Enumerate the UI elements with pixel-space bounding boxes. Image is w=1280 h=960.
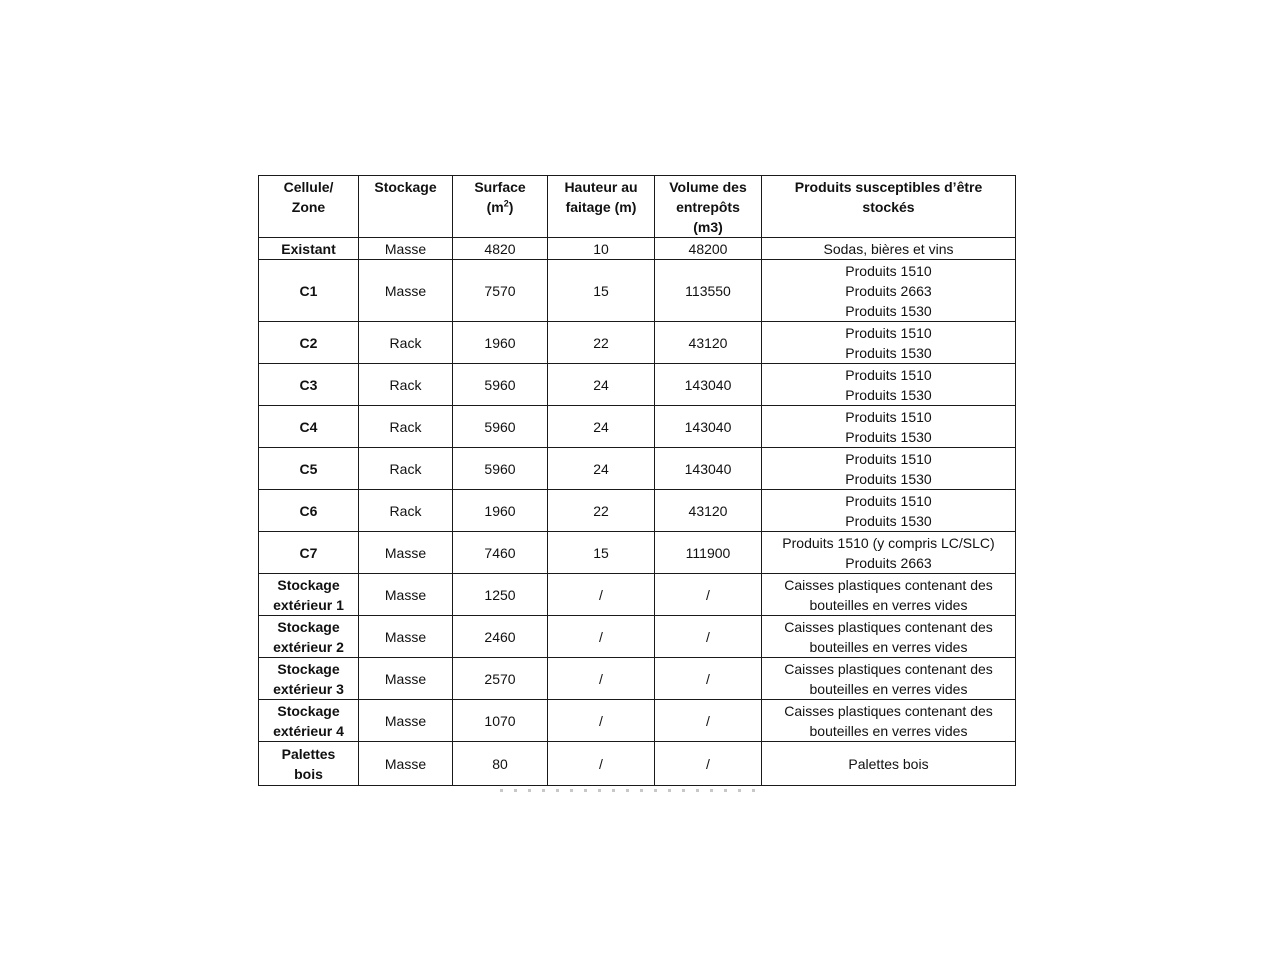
produits-line: Produits 1530	[845, 470, 932, 487]
cell-produits	[762, 448, 1016, 490]
produits-line: Caisses plastiques contenant des	[784, 618, 993, 635]
cell-volume	[655, 322, 762, 364]
volume-value: 113550	[685, 282, 731, 299]
header-volume-line: (m3)	[693, 219, 723, 235]
cell-stockage	[359, 322, 453, 364]
cell-stockage	[359, 260, 453, 322]
cell-surface	[453, 364, 548, 406]
table-row	[259, 700, 1016, 742]
cell-surface	[453, 322, 548, 364]
hauteur-value: 24	[593, 418, 609, 435]
hauteur-value: 22	[593, 502, 609, 519]
header-surface-unit-sup: 2	[503, 198, 509, 209]
volume-value: 43120	[688, 502, 728, 519]
cellule-line: extérieur 1	[273, 596, 344, 613]
cell-hauteur	[548, 700, 655, 742]
table-row	[259, 448, 1016, 490]
produits-line: Sodas, bières et vins	[823, 240, 954, 257]
volume-value: 143040	[684, 418, 732, 435]
cellule-line: C7	[299, 544, 318, 561]
cell-volume	[655, 406, 762, 448]
hauteur-value: /	[599, 712, 603, 729]
produits-line: Caisses plastiques contenant des	[784, 576, 993, 593]
produits-line: bouteilles en verres vides	[809, 722, 968, 739]
volume-value: /	[706, 712, 710, 729]
stockage-value: Masse	[384, 240, 427, 257]
cell-stockage	[359, 574, 453, 616]
header-surface-unit	[456, 197, 544, 217]
cell-produits	[762, 364, 1016, 406]
produits-line: Caisses plastiques contenant des	[784, 702, 993, 719]
hauteur-value: 15	[593, 544, 609, 561]
volume-value: 143040	[684, 460, 732, 477]
hauteur-value: /	[599, 670, 603, 687]
produits-line: Produits 1530	[845, 344, 932, 361]
header-produits-line: stockés	[862, 199, 915, 215]
stockage-value: Rack	[389, 376, 422, 393]
cell-surface	[453, 532, 548, 574]
header-surface-unit-close: )	[508, 199, 514, 215]
hauteur-value: 10	[593, 240, 609, 257]
cell-hauteur	[548, 742, 655, 786]
cell-surface	[453, 658, 548, 700]
cell-stockage	[359, 364, 453, 406]
cellule-line: C5	[299, 460, 318, 477]
produits-line: bouteilles en verres vides	[809, 638, 968, 655]
stockage-value: Masse	[384, 670, 427, 687]
cell-hauteur	[548, 616, 655, 658]
cell-cellule	[259, 364, 359, 406]
cell-stockage	[359, 742, 453, 786]
cellule-line: Stockage	[277, 702, 340, 719]
cell-cellule	[259, 238, 359, 260]
produits-line: Produits 1510	[845, 450, 932, 467]
stockage-value: Rack	[389, 334, 422, 351]
cellule-line: Stockage	[277, 576, 340, 593]
stockage-value: Rack	[389, 502, 422, 519]
cell-stockage	[359, 700, 453, 742]
produits-line: Caisses plastiques contenant des	[784, 660, 993, 677]
hauteur-value: /	[599, 755, 603, 772]
cell-cellule	[259, 322, 359, 364]
cellule-line: extérieur 3	[273, 680, 344, 697]
cellule-line: C3	[299, 376, 318, 393]
cellule-line: extérieur 2	[273, 638, 344, 655]
surface-value: 1960	[484, 334, 516, 351]
cell-volume	[655, 260, 762, 322]
cell-hauteur	[548, 322, 655, 364]
table-row	[259, 742, 1016, 786]
cell-stockage	[359, 658, 453, 700]
table-row	[259, 490, 1016, 532]
cell-hauteur	[548, 658, 655, 700]
cellule-line: Existant	[281, 240, 336, 257]
cellule-line: bois	[294, 765, 323, 782]
produits-line: Produits 1530	[845, 428, 932, 445]
cell-cellule	[259, 616, 359, 658]
header-volume-line: entrepôts	[676, 199, 740, 215]
cell-volume	[655, 742, 762, 786]
cell-produits	[762, 238, 1016, 260]
cell-produits	[762, 322, 1016, 364]
header-surface	[453, 176, 548, 238]
surface-value: 5960	[484, 460, 516, 477]
cell-stockage	[359, 490, 453, 532]
volume-value: /	[706, 586, 710, 603]
cell-volume	[655, 490, 762, 532]
cell-produits	[762, 260, 1016, 322]
storage-table	[258, 175, 1016, 786]
cell-surface	[453, 448, 548, 490]
header-volume	[655, 176, 762, 238]
cell-produits	[762, 574, 1016, 616]
cell-surface	[453, 260, 548, 322]
header-stockage-label: Stockage	[374, 179, 437, 195]
stockage-value: Masse	[384, 544, 427, 561]
surface-value: 7460	[484, 544, 516, 561]
cell-cellule	[259, 742, 359, 786]
surface-value: 2570	[484, 670, 516, 687]
surface-value: 5960	[484, 418, 516, 435]
header-surface-label: Surface	[474, 179, 526, 195]
volume-value: /	[706, 670, 710, 687]
volume-value: 43120	[688, 334, 728, 351]
cellule-line: C1	[299, 282, 318, 299]
cropped-caption-fragment	[500, 789, 760, 792]
produits-line: Produits 1510 (y compris LC/SLC)	[782, 534, 995, 551]
cell-hauteur	[548, 238, 655, 260]
cell-produits	[762, 742, 1016, 786]
cellule-line: C2	[299, 334, 318, 351]
produits-line: Produits 2663	[845, 282, 932, 299]
cellule-line: C6	[299, 502, 318, 519]
cell-stockage	[359, 238, 453, 260]
table-row	[259, 238, 1016, 260]
header-stockage	[359, 176, 453, 238]
cell-volume	[655, 574, 762, 616]
cell-surface	[453, 574, 548, 616]
cell-volume	[655, 532, 762, 574]
table-row	[259, 322, 1016, 364]
cell-produits	[762, 406, 1016, 448]
cell-hauteur	[548, 364, 655, 406]
cell-volume	[655, 658, 762, 700]
surface-value: 4820	[484, 240, 516, 257]
header-cellule-line: Cellule/	[283, 179, 334, 195]
cell-produits	[762, 532, 1016, 574]
cellule-line: C4	[299, 418, 318, 435]
stockage-value: Rack	[389, 460, 422, 477]
header-produits	[762, 176, 1016, 238]
cell-surface	[453, 616, 548, 658]
cell-cellule	[259, 448, 359, 490]
cellule-line: extérieur 4	[273, 722, 344, 739]
hauteur-value: 15	[593, 282, 609, 299]
table-row	[259, 260, 1016, 322]
produits-line: Produits 1510	[845, 366, 932, 383]
volume-value: 48200	[688, 240, 728, 257]
produits-line: Palettes bois	[848, 755, 929, 772]
hauteur-value: /	[599, 628, 603, 645]
stockage-value: Masse	[384, 628, 427, 645]
hauteur-value: 24	[593, 376, 609, 393]
produits-line: bouteilles en verres vides	[809, 680, 968, 697]
produits-line: Produits 1530	[845, 512, 932, 529]
surface-value: 1250	[484, 586, 516, 603]
header-hauteur	[548, 176, 655, 238]
volume-value: /	[706, 628, 710, 645]
produits-line: Produits 1530	[845, 302, 932, 319]
cell-cellule	[259, 658, 359, 700]
cell-surface	[453, 742, 548, 786]
produits-line: Produits 2663	[845, 554, 932, 571]
stockage-value: Masse	[384, 586, 427, 603]
table-row	[259, 658, 1016, 700]
cell-volume	[655, 364, 762, 406]
cell-surface	[453, 700, 548, 742]
cellule-line: Stockage	[277, 618, 340, 635]
cell-surface	[453, 238, 548, 260]
surface-value: 80	[492, 755, 508, 772]
cell-stockage	[359, 448, 453, 490]
stockage-value: Rack	[389, 418, 422, 435]
cell-hauteur	[548, 406, 655, 448]
surface-value: 1070	[484, 712, 516, 729]
cell-cellule	[259, 490, 359, 532]
table-row	[259, 364, 1016, 406]
header-hauteur-line: faitage (m)	[565, 199, 637, 215]
table-row	[259, 574, 1016, 616]
cell-stockage	[359, 406, 453, 448]
volume-value: 143040	[684, 376, 732, 393]
cellule-line: Stockage	[277, 660, 340, 677]
cell-produits	[762, 616, 1016, 658]
volume-value: 111900	[685, 544, 731, 561]
surface-value: 2460	[484, 628, 516, 645]
cell-produits	[762, 490, 1016, 532]
hauteur-value: /	[599, 586, 603, 603]
header-row	[259, 176, 1016, 238]
header-produits-line: Produits susceptibles d’être	[794, 179, 983, 195]
cell-cellule	[259, 574, 359, 616]
surface-value: 1960	[484, 502, 516, 519]
stockage-value: Masse	[384, 712, 427, 729]
cell-stockage	[359, 532, 453, 574]
produits-line: Produits 1530	[845, 386, 932, 403]
table-row	[259, 616, 1016, 658]
hauteur-value: 24	[593, 460, 609, 477]
produits-line: bouteilles en verres vides	[809, 596, 968, 613]
table-body	[259, 238, 1016, 786]
cell-volume	[655, 448, 762, 490]
header-volume-line: Volume des	[669, 179, 747, 195]
cell-produits	[762, 700, 1016, 742]
produits-line: Produits 1510	[845, 492, 932, 509]
surface-value: 5960	[484, 376, 516, 393]
header-cellule	[259, 176, 359, 238]
cell-hauteur	[548, 490, 655, 532]
volume-value: /	[706, 755, 710, 772]
cell-hauteur	[548, 532, 655, 574]
cell-cellule	[259, 700, 359, 742]
header-hauteur-line: Hauteur au	[564, 179, 638, 195]
cell-cellule	[259, 406, 359, 448]
cell-volume	[655, 700, 762, 742]
cell-volume	[655, 616, 762, 658]
table-row	[259, 532, 1016, 574]
header-cellule-line: Zone	[291, 199, 326, 215]
produits-line: Produits 1510	[845, 262, 932, 279]
cell-hauteur	[548, 574, 655, 616]
cellule-line: Palettes	[281, 745, 336, 762]
stockage-value: Masse	[384, 282, 427, 299]
surface-value: 7570	[484, 282, 516, 299]
stockage-value: Masse	[384, 755, 427, 772]
produits-line: Produits 1510	[845, 324, 932, 341]
hauteur-value: 22	[593, 334, 609, 351]
produits-line: Produits 1510	[845, 408, 932, 425]
cell-surface	[453, 490, 548, 532]
cell-surface	[453, 406, 548, 448]
cell-cellule	[259, 532, 359, 574]
cell-hauteur	[548, 260, 655, 322]
cell-produits	[762, 658, 1016, 700]
table-row	[259, 406, 1016, 448]
header-surface-unit-open: (m	[486, 199, 504, 215]
cell-volume	[655, 238, 762, 260]
cell-cellule	[259, 260, 359, 322]
cell-hauteur	[548, 448, 655, 490]
cell-stockage	[359, 616, 453, 658]
